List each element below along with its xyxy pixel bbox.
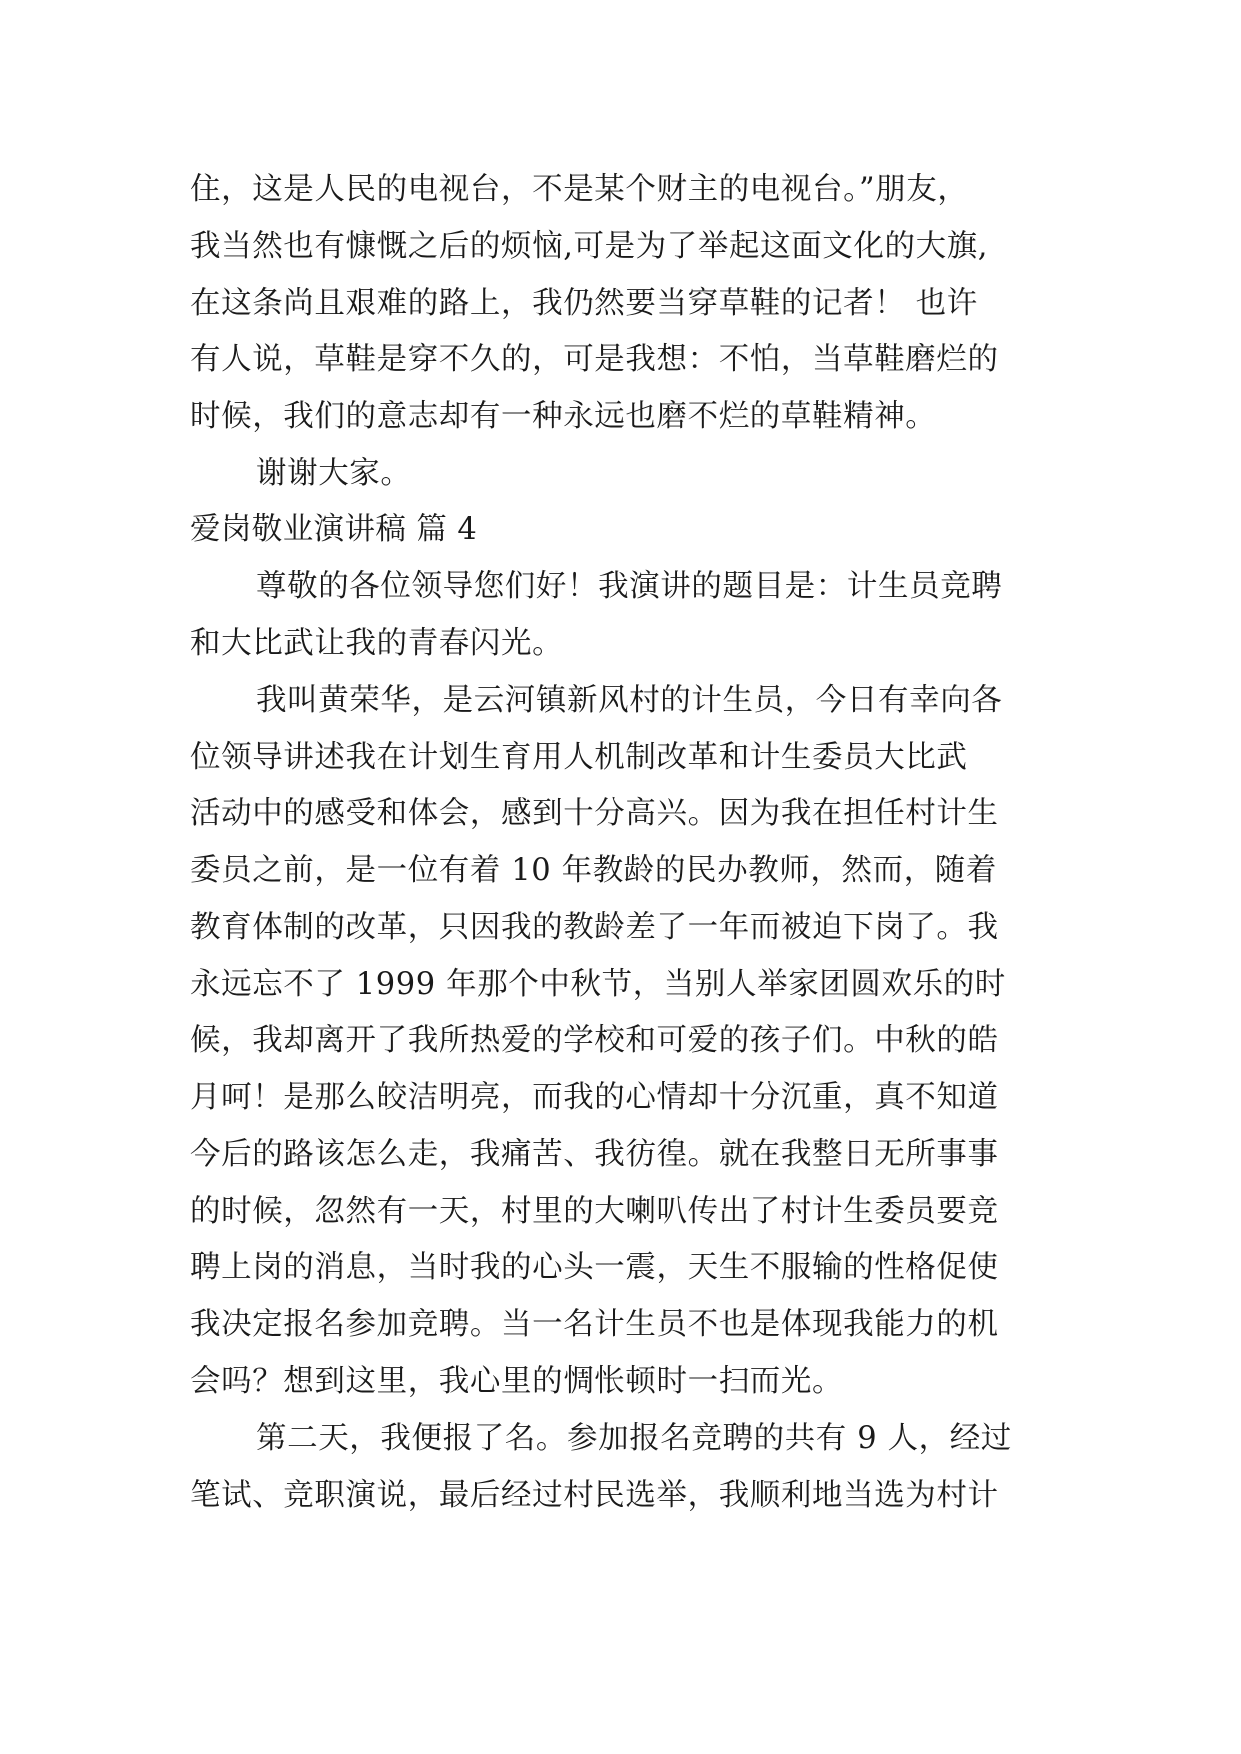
text-line: 笔试、竞职演说，最后经过村民选举，我顺利地当选为村计 xyxy=(190,1478,999,1513)
text-line: 我当然也有慷慨之后的烦恼,可是为了举起这面文化的大旗, xyxy=(190,229,989,264)
text-line: 活动中的感受和体会，感到十分高兴。因为我在担任村计生 xyxy=(190,796,999,831)
text-line: 在这条尚且艰难的路上，我仍然要当穿草鞋的记者！ 也许 xyxy=(190,286,978,321)
text-line: 我决定报名参加竞聘。当一名计生员不也是体现我能力的机 xyxy=(190,1307,999,1342)
closing-line: 谢谢大家。 xyxy=(256,456,412,491)
text-line: 有人说，草鞋是穿不久的，可是我想：不怕，当草鞋磨烂的 xyxy=(190,342,999,377)
text-line: 位领导讲述我在计划生育用人机制改革和计生委员大比武 xyxy=(190,740,968,775)
section-heading: 爱岗敬业演讲稿 篇 4 xyxy=(190,512,478,547)
text-line: 教育体制的改革，只因我的教龄差了一年而被迫下岗了。我 xyxy=(190,910,999,945)
text-line: 会吗？想到这里，我心里的惆怅顿时一扫而光。 xyxy=(190,1364,844,1399)
text-line: 时候，我们的意志却有一种永远也磨不烂的草鞋精神。 xyxy=(190,399,937,434)
text-line: 尊敬的各位领导您们好！我演讲的题目是：计生员竞聘 xyxy=(256,569,1003,604)
text-line: 月呵！是那么皎洁明亮，而我的心情却十分沉重，真不知道 xyxy=(190,1080,999,1115)
text-line: 委员之前，是一位有着 10 年教龄的民办教师，然而，随着 xyxy=(190,853,997,888)
text-line: 第二天，我便报了名。参加报名竞聘的共有 9 人，经过 xyxy=(256,1421,1012,1456)
text-line: 和大比武让我的青春闪光。 xyxy=(190,626,564,661)
text-line: 聘上岗的消息，当时我的心头一震，天生不服输的性格促使 xyxy=(190,1250,999,1285)
text-line: 永远忘不了 1999 年那个中秋节，当别人举家团圆欢乐的时 xyxy=(190,967,1006,1002)
text-line: 今后的路该怎么走，我痛苦、我彷徨。就在我整日无所事事 xyxy=(190,1137,999,1172)
text-line: 的时候，忽然有一天，村里的大喇叭传出了村计生委员要竞 xyxy=(190,1194,999,1229)
text-line: 我叫黄荣华，是云河镇新风村的计生员，今日有幸向各 xyxy=(256,683,1003,718)
text-line: 住，这是人民的电视台，不是某个财主的电视台。”朋友， xyxy=(190,172,969,207)
text-line: 候，我却离开了我所热爱的学校和可爱的孩子们。中秋的皓 xyxy=(190,1023,999,1058)
